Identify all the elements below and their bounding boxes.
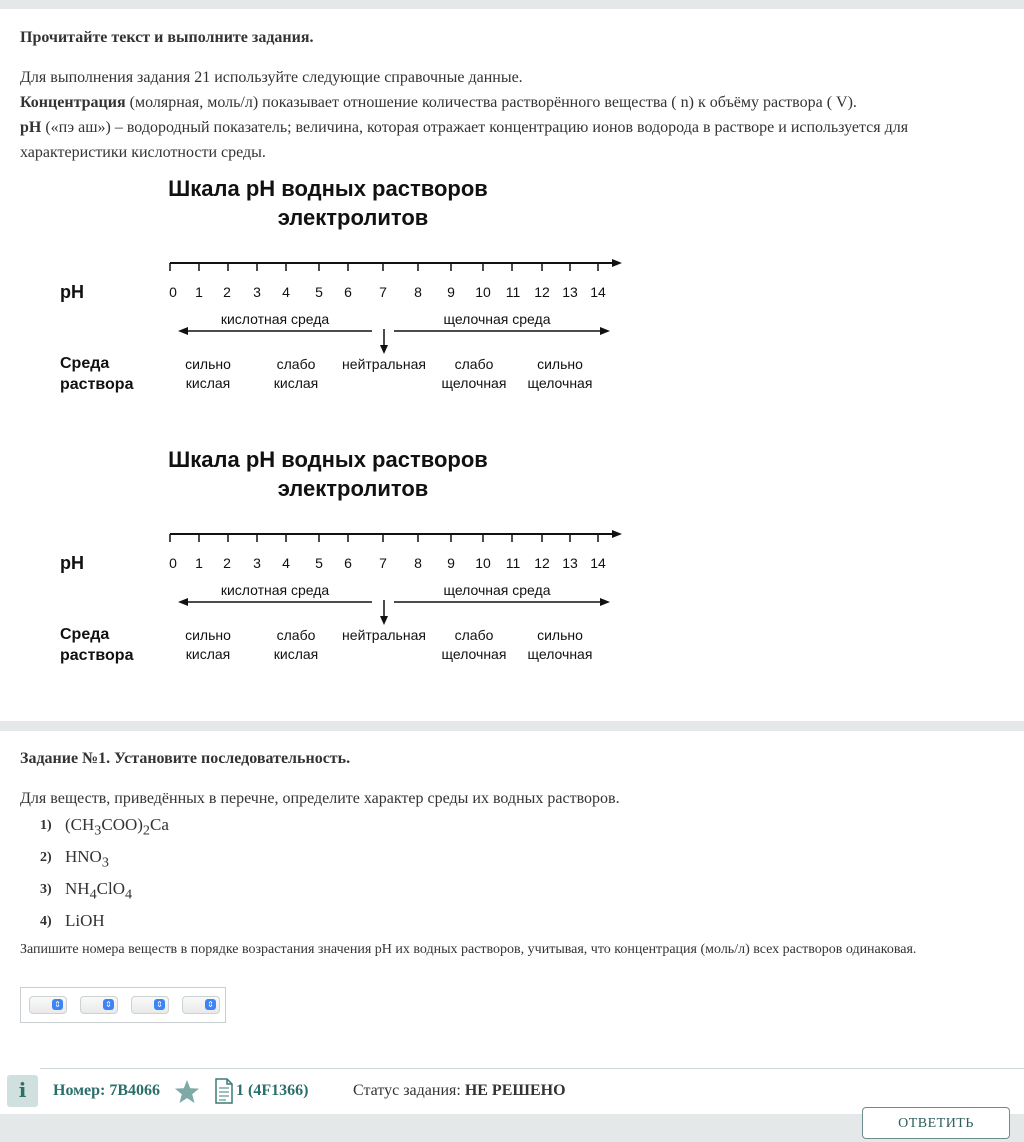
scale-number: 5: [315, 284, 323, 300]
medium-label-1: Среда: [60, 355, 110, 372]
answer-select-1[interactable]: [29, 996, 67, 1014]
scale-number: 11: [505, 284, 521, 300]
ph-label: pH: [60, 282, 84, 302]
weak-base-2: щелочная: [441, 375, 507, 391]
neutral-arrowhead: [380, 616, 388, 625]
neutral-arrowhead: [380, 345, 388, 354]
scale-number: 8: [414, 555, 422, 571]
answer-select-2[interactable]: [80, 996, 118, 1014]
scale-number: 13: [562, 555, 578, 571]
medium-label-2: раствора: [60, 376, 134, 393]
scale-numbers: [169, 555, 606, 571]
select-arrows-icon: ⇕: [103, 999, 114, 1010]
scale-number: 7: [379, 555, 387, 571]
scale-number: 10: [475, 555, 491, 571]
base-label: щелочная среда: [443, 582, 551, 598]
weak-acid-2: кислая: [273, 375, 319, 391]
weak-acid-2: кислая: [273, 646, 319, 662]
acid-arrowhead: [178, 598, 188, 606]
scale-number: 0: [169, 284, 177, 300]
item-number: 1): [40, 818, 52, 833]
scale-title-line1: Шкала pH водных растворов: [168, 447, 488, 472]
star-icon[interactable]: [174, 1079, 200, 1105]
base-label: щелочная среда: [443, 311, 551, 327]
weak-base-1: слабо: [454, 627, 494, 643]
scale-axis-arrowhead: [612, 530, 622, 538]
acid-label: кислотная среда: [220, 311, 330, 327]
task-prompt: Для веществ, приведённых в перечне, определите характер среды их водных растворов.: [20, 790, 620, 807]
answer-selects: [20, 987, 226, 1023]
scale-number: 11: [505, 555, 521, 571]
strong-acid-1: сильно: [185, 627, 231, 643]
scale-ticks: [170, 263, 598, 271]
scale-number: 4: [282, 555, 290, 571]
task-instruction: Запишите номера веществ в порядке возрастания значения pH их водных растворов, учитывая, что концентрация (моль/л) всех растворов одинаковая.: [20, 942, 917, 957]
ph-term: pH: [20, 119, 42, 136]
answer-select-3[interactable]: [131, 996, 169, 1014]
acid-arrowhead: [178, 327, 188, 335]
weak-acid-1: слабо: [276, 356, 316, 372]
item-formula: $NH_4ClO_4$: [65, 879, 133, 903]
neutral-label: нейтральная: [342, 627, 426, 643]
task-heading: Задание №1. Установите последовательность.: [20, 750, 351, 767]
top-strip: [0, 0, 1024, 9]
scale-number: 14: [590, 284, 606, 300]
scale-number: 4: [282, 284, 290, 300]
ph-label: pH: [60, 553, 84, 573]
document-icon[interactable]: [214, 1078, 234, 1104]
scale-axis-arrowhead: [612, 259, 622, 267]
item-number: 3): [40, 882, 52, 897]
concentration-definition: [20, 90, 1010, 115]
item-formula: LiOH: [65, 911, 105, 930]
intro-text: [20, 65, 1010, 165]
answer-button[interactable]: ОТВЕТИТЬ: [862, 1107, 1010, 1139]
task-number-link[interactable]: Номер: 7B4066: [53, 1082, 161, 1099]
strong-acid-1: сильно: [185, 356, 231, 372]
scale-title-line2: электролитов: [277, 476, 429, 501]
ph-definition: [20, 115, 1010, 165]
scale-number: 9: [447, 555, 455, 571]
scale-ticks: [170, 534, 598, 542]
concentration-term: Концентрация: [20, 94, 126, 111]
strong-base-1: сильно: [537, 627, 583, 643]
scale-number: 7: [379, 284, 387, 300]
medium-label-2: раствора: [60, 647, 134, 664]
scale-number: 14: [590, 555, 606, 571]
scale-number: 13: [562, 284, 578, 300]
scale-number: 2: [223, 555, 231, 571]
ph-scale-figure-duplicate: [40, 441, 660, 681]
scale-number: 3: [253, 284, 261, 300]
strong-base-1: сильно: [537, 356, 583, 372]
strong-base-2: щелочная: [527, 375, 593, 391]
weak-base-2: щелочная: [441, 646, 507, 662]
status-label: Статус задания:: [353, 1082, 465, 1099]
scale-number: 1: [195, 555, 203, 571]
strong-base-2: щелочная: [527, 646, 593, 662]
scale-number: 0: [169, 555, 177, 571]
scale-number: 9: [447, 284, 455, 300]
scale-number: 12: [534, 284, 550, 300]
scale-number: 3: [253, 555, 261, 571]
base-arrowhead: [600, 598, 610, 606]
strong-acid-2: кислая: [185, 646, 231, 662]
item-formula: $HNO_3$: [65, 847, 109, 871]
scale-number: 12: [534, 555, 550, 571]
answer-select-4[interactable]: [182, 996, 220, 1014]
footer-divider: [40, 1068, 1024, 1069]
item-number: 2): [40, 850, 52, 865]
weak-acid-1: слабо: [276, 627, 316, 643]
concentration-text: (молярная, моль/л) показывает отношение количества растворённого вещества ( n) к объёму раствора ( V).: [125, 94, 857, 111]
status-value: НЕ РЕШЕНО: [464, 1082, 566, 1099]
task-status: [353, 1082, 566, 1100]
acid-label: кислотная среда: [220, 582, 330, 598]
scale-number: 5: [315, 555, 323, 571]
item-formula: $(CH_3COO)_2Ca$: [65, 815, 169, 839]
scale-number: 2: [223, 284, 231, 300]
weak-base-1: слабо: [454, 356, 494, 372]
base-arrowhead: [600, 327, 610, 335]
scale-number: 6: [344, 284, 352, 300]
ph-scale-figure: [40, 170, 660, 410]
scale-number: 1: [195, 284, 203, 300]
document-link[interactable]: 1 (4F1366): [236, 1082, 309, 1099]
ph-scale-diagram: [40, 441, 660, 681]
strong-acid-2: кислая: [185, 375, 231, 391]
medium-label-1: Среда: [60, 626, 110, 643]
ph-scale-diagram: [40, 170, 660, 410]
scale-title-line2: электролитов: [277, 205, 429, 230]
select-arrows-icon: ⇕: [52, 999, 63, 1010]
neutral-label: нейтральная: [342, 356, 426, 372]
select-arrows-icon: ⇕: [205, 999, 216, 1010]
scale-number: 10: [475, 284, 491, 300]
info-button[interactable]: i: [7, 1075, 38, 1107]
select-arrows-icon: ⇕: [154, 999, 165, 1010]
intro-heading: Прочитайте текст и выполните задания.: [20, 29, 314, 46]
scale-number: 8: [414, 284, 422, 300]
item-number: 4): [40, 914, 52, 929]
intro-line1: Для выполнения задания 21 используйте следующие справочные данные.: [20, 69, 523, 86]
scale-numbers: [169, 284, 606, 300]
scale-number: 6: [344, 555, 352, 571]
ph-text: («пэ аш») – водородный показатель; величина, которая отражает концентрацию ионов водорода в растворе и используется для характеристики кислотности среды.: [20, 119, 909, 161]
scale-title-line1: Шкала pH водных растворов: [168, 176, 488, 201]
